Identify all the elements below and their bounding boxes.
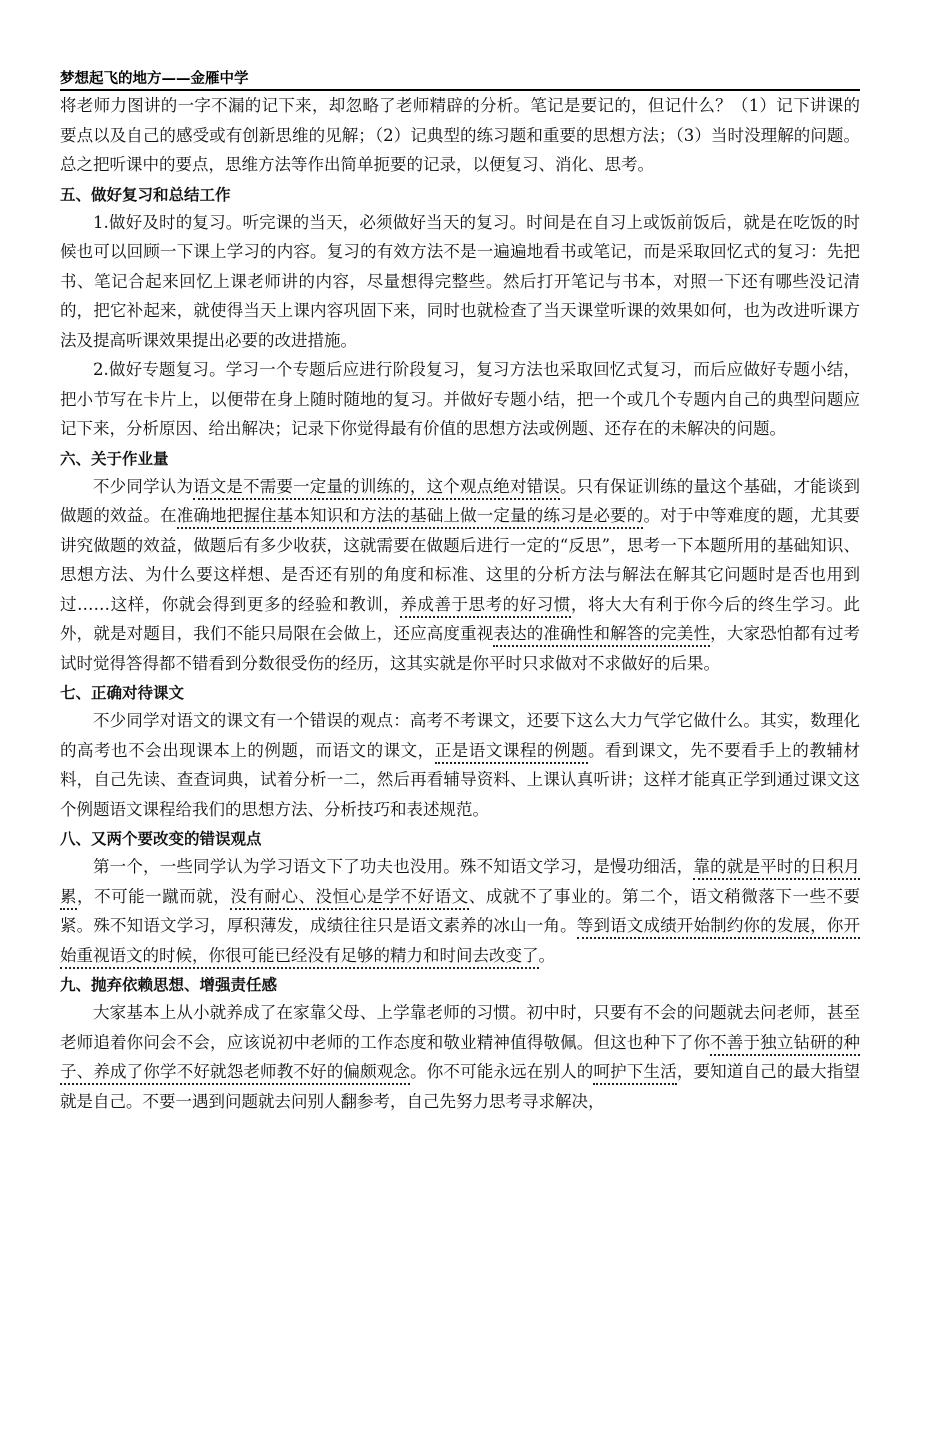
text-run: 。只有保证训练的量这个基础，才能谈到做题的效益。在 [60, 476, 861, 525]
emphasis-text: 等到语文成绩开始制约你的发展，你开始重视语文的时候，你很可能已经没有足够的精力和时间去改变了 [60, 916, 860, 969]
text-run: 。你不可能永远在别人的 [410, 1062, 594, 1081]
emphasis-text: 语文是不需要一定量的训练的，这个观点绝对错误 [193, 477, 560, 500]
text-run: 不少同学对语文的课文有一个错误的观点：高考不考课文，还要下这么大力气学它做什么。其实，数理化的高考也不会出现课本上的例题，而语文的课文， [60, 711, 860, 760]
emphasis-text: 呵护下生活 [593, 1062, 676, 1085]
section-9-paragraph [60, 998, 860, 1116]
text-run: ，大家恐怕都有过考试时觉得答得都不错看到分数很受伤的经历，这其实就是你平时只求做对不求做好的后果。 [60, 624, 861, 673]
emphasis-text: 正是语文课程的例题 [435, 741, 588, 764]
text-run: 。 [538, 945, 555, 965]
section-8-heading: 八、又两个要改变的错误观点 [60, 830, 262, 848]
section-7-heading: 七、正确对待课文 [60, 684, 185, 702]
text-run: ，不可能一蹴而就， [77, 886, 231, 906]
section-8-paragraph [60, 852, 860, 970]
text-run: 、成就不了事业的。第二个，语文稍微落下一些不要紧。殊不知语文学习，厚积薄发，成绩往往只是语文素养的冰山一角。 [60, 886, 861, 935]
text-run: ，将大大有利于你今后的终生学习。此外，就是对题目，我们不能只局限在会做上，还应高度重视 [60, 594, 861, 643]
emphasis-text: 表达的准确性和解答的完美性 [493, 624, 710, 647]
section-9-heading: 九、抛弃依赖思想、增强责任感 [60, 976, 278, 994]
text-run: 第一个，一些同学认为学习语文下了功夫也没用。殊不知语文学习，是慢功细活， [93, 857, 694, 876]
section-5-paragraph-1: 1.做好及时的复习。听完课的当天，必须做好当天的复习。时间是在自习上或饭前饭后，就是在吃饭的时候也可以回顾一下课上学习的内容。复习的有效方法不是一遍遍地看书或笔记，而是采取回忆式的复习：先把书、笔记合起来回忆上课老师讲的内容，尽量想得完整些。然后打开笔记与书本，对照一下还有哪些没记清的，把它补起来，就使得当天上课内容巩固下来，同时也就检查了当天课堂听课的效果如何，也为改进听课方法及提高听课效果提出必要的改进措施。 [60, 212, 860, 350]
emphasis-text: 不善于独立钻研的种子、养成了你学不好就怨老师教不好的偏颇观念 [60, 1033, 860, 1086]
emphasis-text: 养成善于思考的好习惯 [400, 595, 570, 618]
text-run: 。看到课文，先不要看手上的教辅材料，自己先读、查查词典，试着分析一二，然后再看辅导资料、上课认真听讲；这样才能真正学到通过课文这个例题语文课程给我们的思想方法、分析技巧和表述规范。 [60, 740, 861, 819]
emphasis-text: 靠的就是平时的日积月累 [60, 857, 860, 910]
text-run: 大家基本上从小就养成了在家靠父母、上学靠老师的习惯。初中时，只要有不会的问题就去问老师，甚至老师追着你问会不会，应该说初中老师的工作态度和敬业精神值得敬佩。但这也种下了你 [60, 1003, 860, 1052]
text-run: ，要知道自己的最大指望就是自己。不要一遇到问题就去问别人翻参考，自己先努力思考寻求解决， [60, 1062, 861, 1111]
page-header: 梦想起飞的地方——金雁中学 [60, 70, 860, 91]
section-5-paragraph-2: 2.做好专题复习。学习一个专题后应进行阶段复习，复习方法也采取回忆式复习，而后应做好专题小结，把小节写在卡片上，以便带在身上随时随地的复习。并做好专题小结，把一个或几个专题内自己的典型问题应记下来，分析原因、给出解决；记录下你觉得最有价值的思想方法或例题、还存在的未解决的问题。 [60, 360, 860, 438]
intro-paragraph: 将老师力图讲的一字不漏的记下来，却忽略了老师精辟的分析。笔记是要记的，但记什么？（1）记下讲课的要点以及自己的感受或有创新思维的见解；（2）记典型的练习题和重要的思想方法；（3）当时没理解的问题。总之把听课中的要点，思维方法等作出简单扼要的记录，以便复习、消化、思考。 [60, 96, 860, 174]
emphasis-text: 没有耐心、没恒心是学不好语文 [230, 887, 468, 910]
emphasis-text: 准确地把握住基本知识和方法的基础上做一定量的练习是必要的 [177, 506, 644, 529]
text-run: 不少同学认为 [93, 476, 194, 496]
text-run: 。对于中等难度的题，尤其要讲究做题的效益，做题后有多少收获，这就需要在做题后进行一定的“反思”，思考一下本题所用的基础知识、思想方法、为什么要这样想、是否还有别的角度和标准、这里的分析方法与解法在解其它问题时是否也用到过……这样，你就会得到更多的经验和教训， [60, 506, 861, 614]
section-6-heading: 六、关于作业量 [60, 449, 169, 468]
section-7-paragraph [60, 706, 860, 824]
section-5-heading: 五、做好复习和总结工作 [60, 185, 231, 204]
document-page [60, 70, 860, 1116]
section-6-paragraph [60, 472, 860, 679]
